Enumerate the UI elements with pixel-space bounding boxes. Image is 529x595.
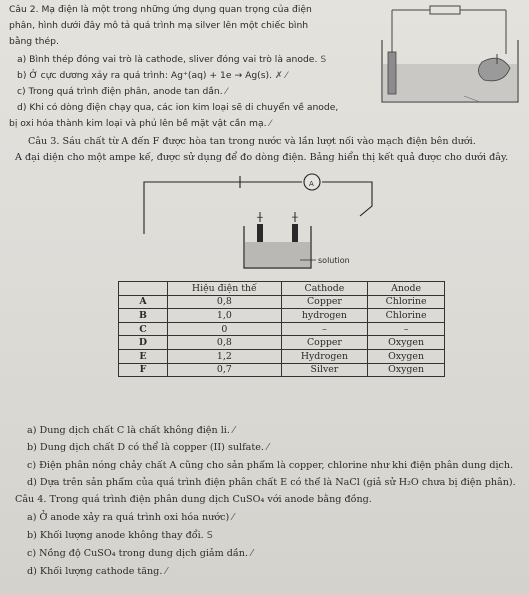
q4-statement-d bbox=[27, 566, 167, 578]
solution-fill-icon bbox=[245, 242, 310, 267]
q4-a-mark: ⁄ bbox=[232, 512, 234, 523]
table-cell: E bbox=[119, 349, 168, 363]
q3-statement-c: c) Điện phân nóng chảy chất A cũng cho sản phẩm là copper, chlorine như khi điện phân dung dịch. bbox=[27, 460, 514, 471]
table-cell: Oxygen bbox=[368, 349, 445, 363]
table-cell: C bbox=[119, 322, 168, 336]
results-table bbox=[118, 281, 445, 377]
q2-statement-d-line2 bbox=[9, 118, 271, 130]
table-cell: Copper bbox=[281, 336, 367, 350]
table-row bbox=[119, 295, 445, 309]
q3-b-mark: ⁄ bbox=[267, 442, 269, 453]
table-row bbox=[119, 349, 445, 363]
table-header-cell: Hiệu điện thế bbox=[168, 282, 282, 296]
positive-terminal-label: + bbox=[256, 212, 264, 223]
q2-b-mark: ✗ ⁄ bbox=[274, 70, 288, 81]
table-cell: B bbox=[119, 309, 168, 323]
q4-statement-b bbox=[27, 530, 213, 542]
q3-intro-line2: A đại diện cho một ampe kế, được sử dụng để đo dòng điện. Bảng hiển thị kết quả được cho dưới đây. bbox=[15, 152, 509, 163]
table-cell: Chlorine bbox=[368, 295, 445, 309]
q2-d-mark: ⁄ bbox=[269, 118, 272, 129]
q4-b-mark: S bbox=[206, 530, 213, 541]
table-cell: Oxygen bbox=[368, 336, 445, 350]
solution-label: solution bbox=[318, 256, 350, 265]
power-source-icon bbox=[430, 6, 460, 14]
table-cell: 0,8 bbox=[168, 336, 282, 350]
q2-statement-d-line1: d) Khi có dòng điện chạy qua, các ion kim loại sẽ di chuyển về anode, bbox=[17, 102, 339, 113]
table-header-row bbox=[119, 282, 445, 296]
table-cell: A bbox=[119, 295, 168, 309]
q3-a-mark: ⁄ bbox=[232, 425, 235, 436]
table-row bbox=[119, 363, 445, 377]
table-cell: Oxygen bbox=[368, 363, 445, 377]
q2-statement-a bbox=[17, 54, 326, 66]
table-cell: – bbox=[281, 322, 367, 336]
q4-statement-a bbox=[27, 512, 234, 524]
q2-statement-c bbox=[17, 86, 227, 98]
q3-statement-a bbox=[27, 425, 235, 437]
electroplating-diagram bbox=[378, 2, 524, 106]
q4-statement-c bbox=[27, 548, 253, 560]
q2-intro-line3: bằng thép. bbox=[9, 36, 59, 47]
circuit-svg bbox=[140, 170, 390, 282]
silver-anode-icon bbox=[388, 52, 396, 94]
table-header-cell: Anode bbox=[368, 282, 445, 296]
q4-d-text: d) Khối lượng cathode tăng. bbox=[27, 566, 163, 577]
q4-b-text: b) Khối lượng anode không thay đổi. bbox=[27, 530, 204, 541]
table-cell: – bbox=[368, 322, 445, 336]
ammeter-label: A bbox=[309, 180, 314, 188]
q2-a-text: a) Bình thép đóng vai trò là cathode, sliver đóng vai trò là anode. bbox=[17, 54, 318, 65]
table-cell: 0,8 bbox=[168, 295, 282, 309]
table-header-cell: Cathode bbox=[281, 282, 367, 296]
q2-c-mark: ⁄ bbox=[225, 86, 228, 97]
table-cell: Copper bbox=[281, 295, 367, 309]
table-cell: Chlorine bbox=[368, 309, 445, 323]
table-row bbox=[119, 336, 445, 350]
table-cell: Silver bbox=[281, 363, 367, 377]
q4-a-text: a) Ở anode xảy ra quá trình oxi hóa nước) bbox=[27, 512, 230, 523]
q2-intro-line2: phân, hình dưới đây mô tả quá trình mạ silver lên một chiếc bình bbox=[9, 20, 309, 31]
q4-c-mark: ⁄ bbox=[251, 548, 253, 559]
q3-b-text: b) Dung dịch chất D có thể là copper (II) sulfate. bbox=[27, 442, 264, 453]
q4-d-mark: ⁄ bbox=[165, 566, 168, 577]
q3-a-text: a) Dung dịch chất C là chất không điện li. bbox=[27, 425, 230, 436]
table-cell: 1,0 bbox=[168, 309, 282, 323]
q2-c-text: c) Trong quá trình điện phân, anode tan dần. bbox=[17, 86, 223, 97]
q2-d-text: bị oxi hóa thành kim loại và phủ lên bề mặt vật cần mạ. bbox=[9, 118, 267, 129]
table-cell: hydrogen bbox=[281, 309, 367, 323]
q4-c-text: c) Nồng độ CuSO₄ trong dung dịch giảm dần. bbox=[27, 548, 249, 559]
table-cell: 0 bbox=[168, 322, 282, 336]
q2-intro-line1: Câu 2. Mạ điện là một trong những ứng dụng quan trọng của điện bbox=[9, 4, 312, 15]
q3-statement-b bbox=[27, 442, 269, 454]
table-cell: D bbox=[119, 336, 168, 350]
q3-statement-d: d) Dựa trên sản phẩm của quá trình điện phân chất E có thể là NaCl (giả sử H₂O chưa bị điện phân). bbox=[27, 477, 516, 488]
q4-intro: Câu 4. Trong quá trình điện phân dung dịch CuSO₄ với anode bằng đồng. bbox=[15, 494, 372, 505]
table-row bbox=[119, 322, 445, 336]
negative-terminal-label: − bbox=[291, 212, 299, 223]
q2-statement-b bbox=[17, 70, 287, 82]
table-cell: F bbox=[119, 363, 168, 377]
table-row bbox=[119, 309, 445, 323]
table-header-cell bbox=[119, 282, 168, 296]
table-cell: Hydrogen bbox=[281, 349, 367, 363]
q2-a-mark: S bbox=[320, 54, 327, 65]
q2-b-text: b) Ở cực dương xảy ra quá trình: Ag⁺(aq) + 1e → Ag(s). bbox=[17, 70, 273, 81]
table-cell: 1,2 bbox=[168, 349, 282, 363]
q3-intro-line1: Câu 3. Sáu chất từ A đến F được hòa tan trong nước và lần lượt nối vào mạch điện bên dưới. bbox=[28, 136, 476, 147]
table-cell: 0,7 bbox=[168, 363, 282, 377]
